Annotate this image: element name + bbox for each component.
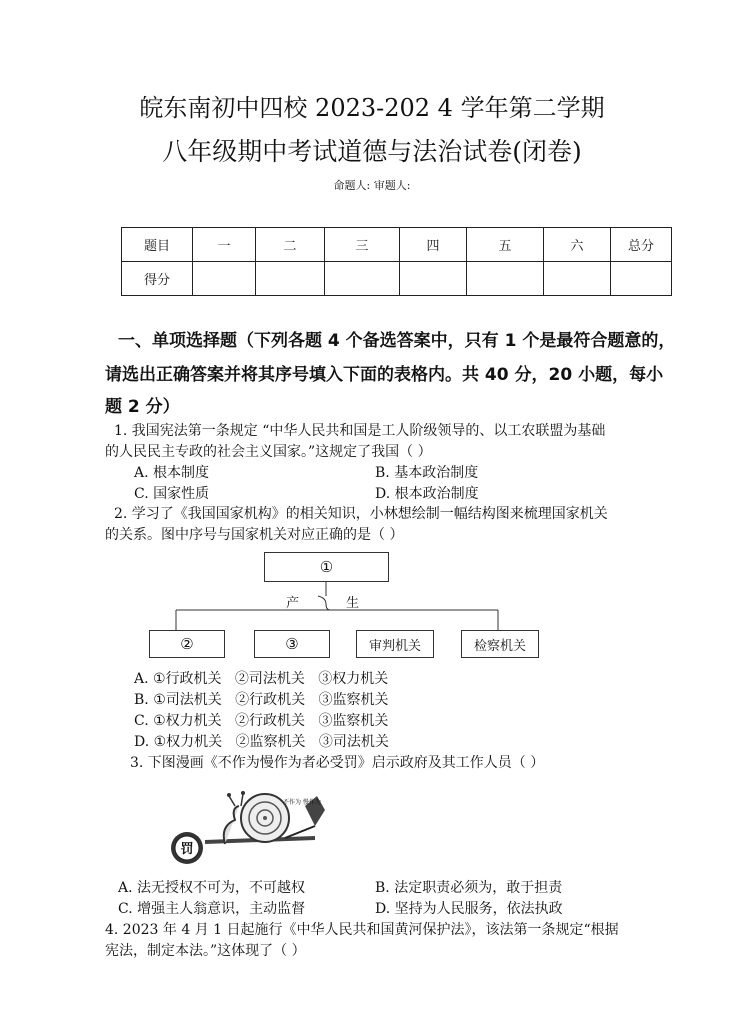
q3-option-d: D. 坚持为人民服务，依法执政 xyxy=(375,901,563,917)
q3-option-c: C. 增强主人翁意识，主动监督 xyxy=(118,901,306,917)
score-cell: 四 xyxy=(400,228,467,262)
q1-option-a: A. 根本制度 xyxy=(134,465,210,481)
q2-option-b: B. ①司法机关 ②行政机关 ③监察机关 xyxy=(134,692,389,708)
score-cell: 六 xyxy=(544,228,611,262)
section-heading-line3: 题 2 分） xyxy=(105,397,180,417)
q2-stem-line1: 2. 学习了《我国国家机构》的相关知识，小林想绘制一幅结构图来梳理国家机关 xyxy=(114,506,608,522)
q3-option-b: B. 法定职责必须为，敢于担责 xyxy=(375,880,563,896)
score-cell: 总分 xyxy=(611,228,672,262)
diagram-label-left: 产 xyxy=(286,596,300,611)
section-heading-line2: 请选出正确答案并将其序号填入下面的表格内。共 40 分，20 小题，每小 xyxy=(105,365,664,385)
q3-stem: 3. 下图漫画《不作为慢作为者必受罚》启示政府及其工作人员（ ） xyxy=(130,755,545,771)
cartoon-stamp-text: 罚 xyxy=(180,842,194,857)
q1-stem-line2: 的人民民主专政的社会主义国家。”这规定了我国（ ） xyxy=(105,444,432,460)
q2-option-a: A. ①行政机关 ②司法机关 ③权力机关 xyxy=(134,671,389,687)
q1-option-d: D. 根本政治制度 xyxy=(375,486,479,502)
diagram-top-box: ① xyxy=(264,552,389,582)
diagram-box-2: ② xyxy=(149,630,225,658)
q1-option-b: B. 基本政治制度 xyxy=(375,465,479,481)
score-cell: 三 xyxy=(325,228,400,262)
q4-stem-line1: 4. 2023 年 4 月 1 日起施行《中华人民共和国黄河保护法》，该法第一条规定“根据 xyxy=(105,922,619,938)
q4-stem-line2: 宪法，制定本法。”这体现了（ ） xyxy=(105,943,306,959)
exam-title: 皖东南初中四校 2023-202 4 学年第二学期 xyxy=(139,94,605,122)
cartoon-shell-text: 不作为 慢作为 xyxy=(283,799,321,806)
exam-subtitle: 八年级期中考试道德与法治试卷(闭卷) xyxy=(162,137,582,166)
score-cell: 得分 xyxy=(122,262,193,296)
q2-stem-line2: 的关系。图中序号与国家机关对应正确的是（ ） xyxy=(105,527,404,543)
score-cell: 五 xyxy=(467,228,544,262)
diagram-box-3: ③ xyxy=(254,630,330,658)
q2-option-d: D. ①权力机关 ②监察机关 ③司法机关 xyxy=(134,734,389,750)
snail-cartoon-image xyxy=(165,786,335,866)
diagram-label-right: 生 xyxy=(346,596,360,611)
section-heading-line1: 一、单项选择题（下列各题 4 个备选答案中，只有 1 个是最符合题意的， xyxy=(118,331,676,351)
score-cell: 一 xyxy=(193,228,256,262)
q3-option-a: A. 法无授权不可为，不可越权 xyxy=(118,880,306,896)
diagram-box-procuratorate: 检察机关 xyxy=(461,630,539,658)
authors-line: 命题人: 审题人: xyxy=(333,179,411,192)
q2-option-c: C. ①权力机关 ②行政机关 ③监察机关 xyxy=(134,713,389,729)
q1-stem-line1: 1. 我国宪法第一条规定 “中华人民共和国是工人阶级领导的、以工农联盟为基础 xyxy=(114,423,606,439)
score-cell: 题目 xyxy=(122,228,193,262)
score-cell: 二 xyxy=(256,228,325,262)
q1-option-c: C. 国家性质 xyxy=(134,486,210,502)
diagram-box-court: 审判机关 xyxy=(356,630,434,658)
